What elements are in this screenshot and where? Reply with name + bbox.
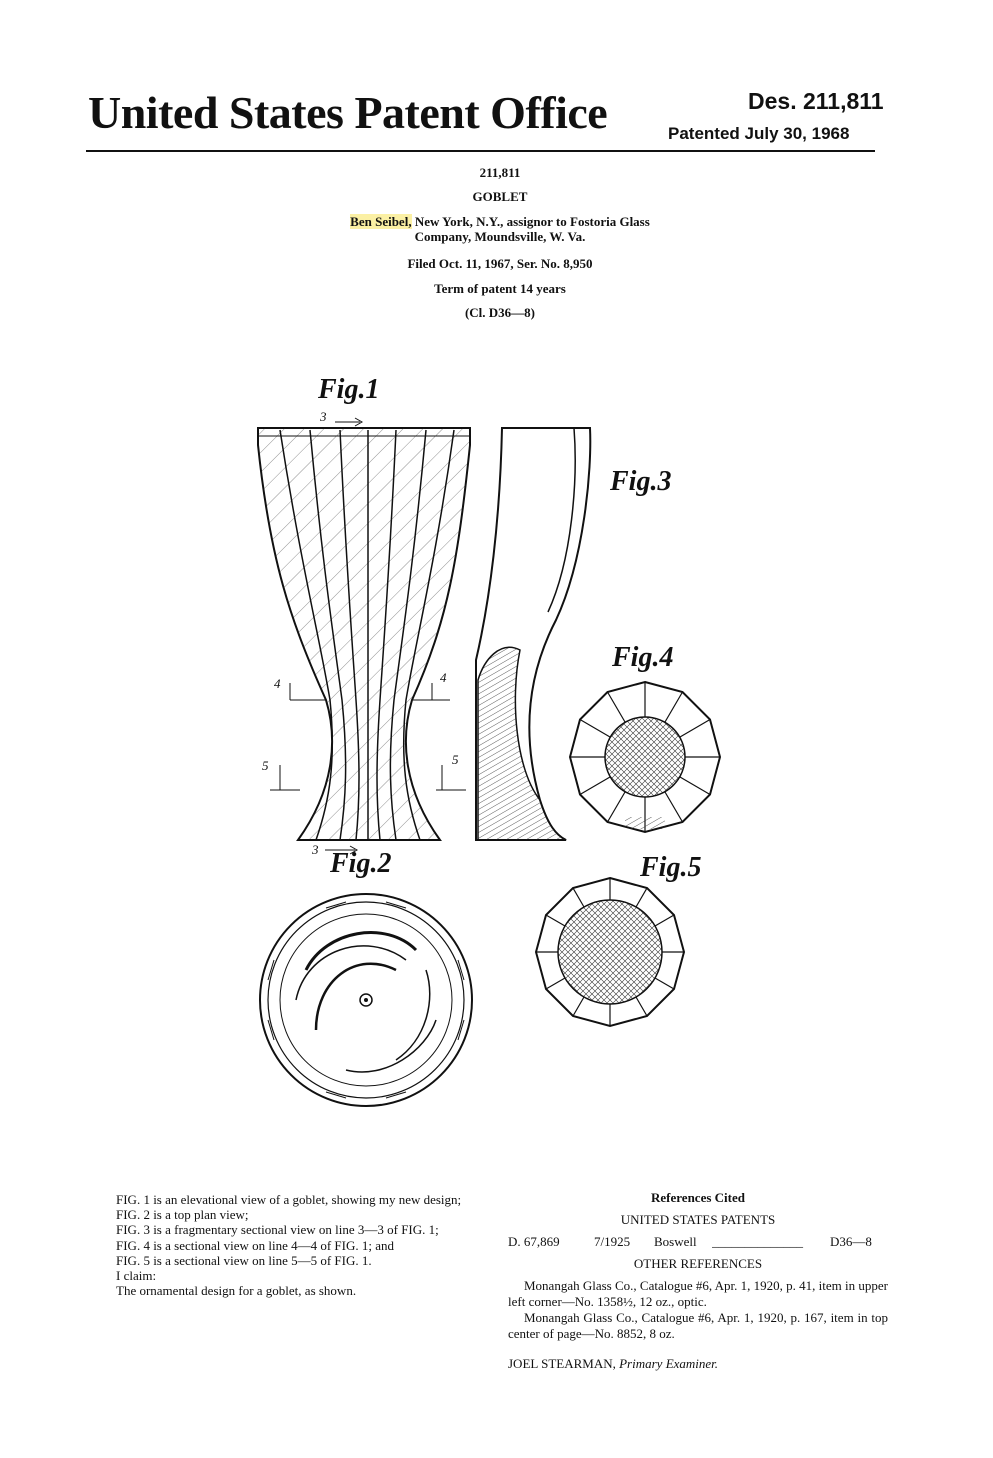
section-marker-3-top: 3 (320, 409, 327, 424)
term-line: Term of patent 14 years (434, 281, 566, 296)
examiner-name: JOEL STEARMAN, (508, 1356, 616, 1371)
description-line: FIG. 5 is a sectional view on line 5—5 of FIG. 1. (116, 1252, 372, 1268)
us-patent-row (508, 1234, 888, 1250)
section-marker-3-bottom: 3 (312, 842, 319, 857)
claim-heading: I claim: (116, 1268, 157, 1284)
figure-2-top-plan (260, 894, 472, 1106)
other-references-heading: OTHER REFERENCES (633, 1256, 763, 1271)
classification: (Cl. D36—8) (464, 305, 536, 320)
section-marker-5-right: 5 (452, 752, 459, 767)
section-marker-4-left: 4 (274, 676, 281, 691)
us-patent-name: Boswell (654, 1234, 697, 1249)
figure-1-goblet-elevation (250, 418, 480, 854)
figure-3-label: Fig.3 (610, 466, 672, 497)
figure-4-label: Fig.4 (612, 642, 674, 673)
examiner-title: Primary Examiner. (619, 1356, 719, 1371)
us-patents-heading: UNITED STATES PATENTS (620, 1212, 776, 1227)
design-patent-number: Des. 211,811 (748, 88, 884, 114)
filed-line: Filed Oct. 11, 1967, Ser. No. 8,950 (407, 256, 593, 271)
figure-2-label: Fig.2 (330, 848, 392, 879)
figure-description (94, 1192, 478, 1298)
description-line: FIG. 3 is a fragmentary sectional view on line 3—3 of FIG. 1; (116, 1222, 439, 1238)
assignment-line-2: Company, Moundsville, W. Va. (414, 229, 586, 244)
patent-title: GOBLET (472, 189, 528, 204)
references-heading: References Cited (651, 1190, 745, 1205)
other-reference: Monangah Glass Co., Catalogue #6, Apr. 1, 1920, p. 41, item in upper left corner—No. 1358½, 12 oz., optic. (508, 1278, 888, 1309)
us-patent-class: D36—8 (830, 1234, 872, 1249)
assignment-line-1: New York, N.Y., assignor to Fostoria Glass (411, 214, 650, 229)
examiner-line (508, 1356, 888, 1372)
patent-office-title: United States Patent Office (88, 87, 608, 138)
claim-text: The ornamental design for a goblet, as shown. (116, 1283, 357, 1299)
figure-3-sectional-view (476, 428, 590, 840)
inventor-name: Ben Seibel, (350, 214, 412, 229)
description-line: FIG. 1 is an elevational view of a goblet, showing my new design; (116, 1192, 462, 1207)
description-line: FIG. 4 is a sectional view on line 4—4 of FIG. 1; and (116, 1237, 395, 1253)
references-cited (508, 1190, 888, 1372)
figure-5-section (536, 878, 684, 1026)
patented-date: Patented July 30, 1968 (668, 124, 850, 143)
us-patent-number: D. 67,869 (508, 1234, 560, 1249)
figure-4-section (570, 682, 720, 832)
patent-number: 211,811 (479, 165, 521, 180)
figure-5-label: Fig.5 (640, 852, 702, 883)
other-reference: Monangah Glass Co., Catalogue #6, Apr. 1, 1920, p. 167, item in top center of page—No. 8852, 8 oz. (508, 1310, 888, 1341)
description-line: FIG. 2 is a top plan view; (116, 1207, 249, 1223)
figure-1-label: Fig.1 (318, 374, 380, 405)
us-patent-date: 7/1925 (594, 1234, 631, 1249)
section-marker-5-left: 5 (262, 758, 269, 773)
section-marker-4-right: 4 (440, 670, 447, 685)
us-patent-leader: ______________ (712, 1234, 803, 1249)
